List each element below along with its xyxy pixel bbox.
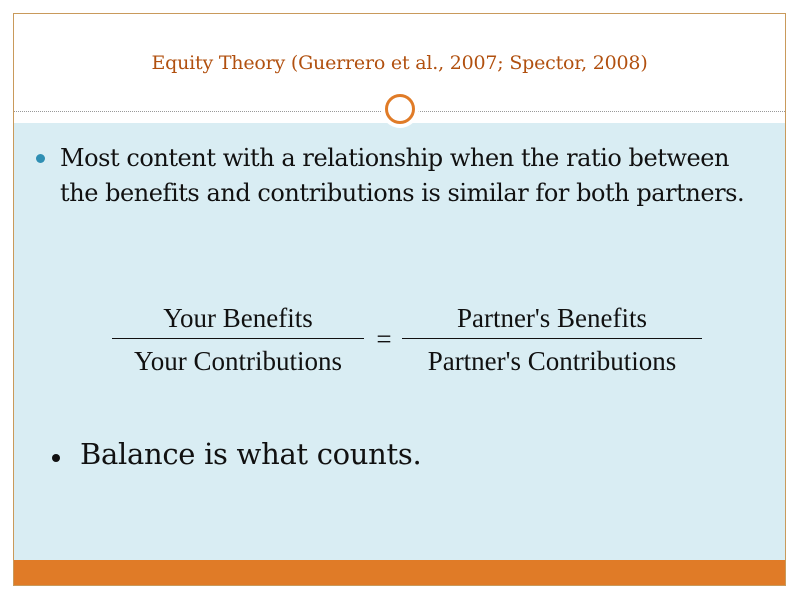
equals-sign: =	[376, 324, 392, 354]
bullet-dot-icon	[52, 454, 60, 462]
slide	[13, 13, 786, 586]
circle-ornament-icon	[381, 90, 419, 128]
bullet-text: Most content with a relationship when the ratio between the benefits and contributions is similar for both partners.	[60, 144, 745, 207]
bullet-item-ratio	[36, 141, 756, 211]
equity-equation	[112, 302, 712, 382]
bullet-dot-icon	[36, 154, 45, 163]
your-benefits: Your Benefits	[163, 303, 313, 333]
footer-accent-bar	[14, 560, 785, 586]
partner-contributions: Partner's Contributions	[427, 346, 677, 376]
slide-title: Equity Theory (Guerrero et al., 2007; Spector, 2008)	[151, 52, 648, 74]
partner-benefits: Partner's Benefits	[456, 303, 648, 333]
fraction-bar	[112, 338, 364, 339]
bullet-text: Balance is what counts.	[80, 437, 422, 471]
your-contributions: Your Contributions	[133, 346, 343, 376]
fraction-yours	[112, 302, 364, 377]
ornament-ring	[385, 94, 415, 124]
fraction-partner	[402, 302, 702, 377]
bullet-item-balance	[52, 437, 421, 471]
fraction-bar	[402, 338, 702, 339]
